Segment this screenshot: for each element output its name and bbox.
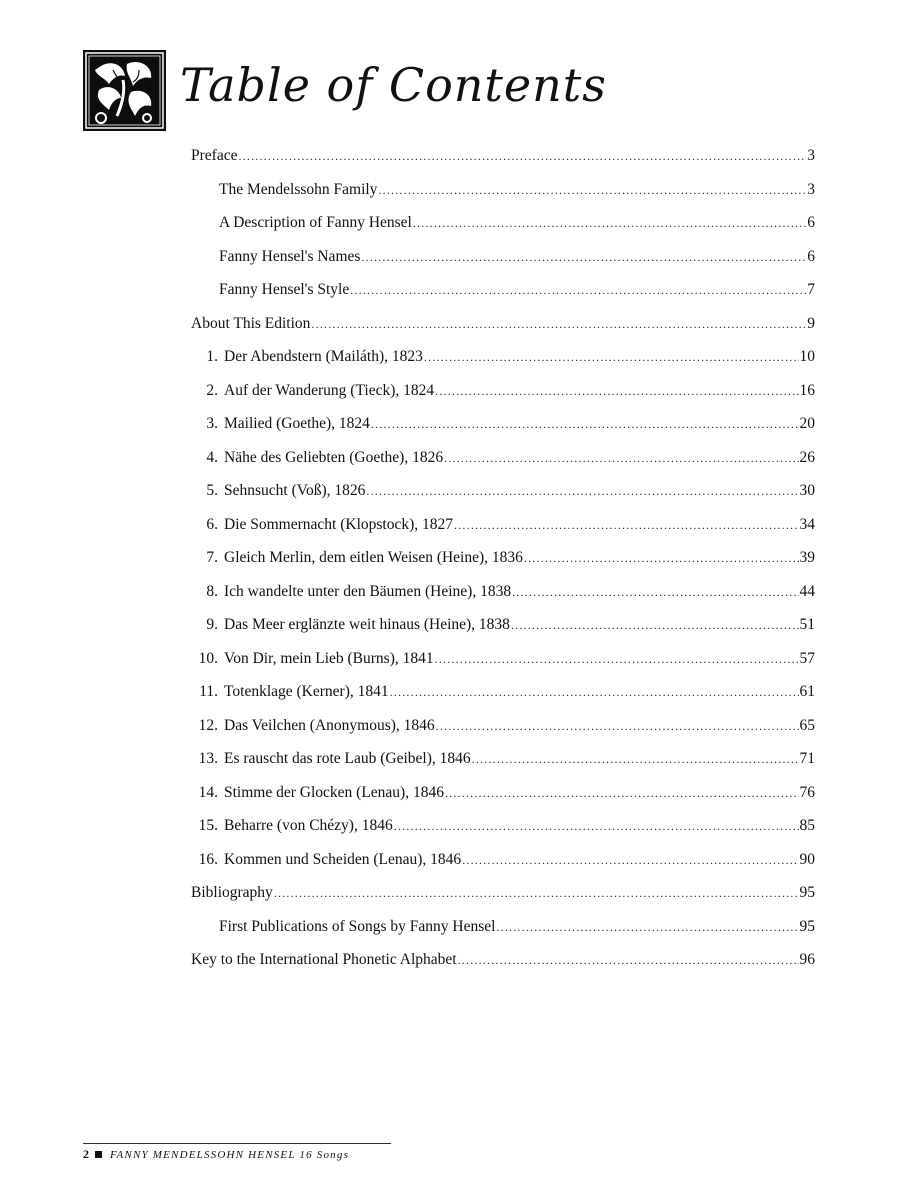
toc-entry-title: Ich wandelte unter den Bäumen (Heine), 1838 [224, 582, 512, 600]
toc-leader-dots [361, 246, 806, 268]
toc-entry-title: Gleich Merlin, dem eitlen Weisen (Heine), 1836 [224, 549, 523, 566]
toc-entry-page: 10 [799, 348, 815, 365]
toc-entry-page: 95 [799, 884, 815, 901]
toc-entry-title: About This Edition [191, 314, 311, 332]
toc-entry-title: Totenklage (Kerner), 1841 [224, 683, 389, 700]
toc-entry-title: The Mendelssohn Family [219, 180, 378, 198]
toc-entry [191, 748, 815, 770]
toc-entry-number: 12. [198, 716, 218, 734]
toc-entry [219, 212, 815, 234]
toc-entry-number: 13. [198, 750, 218, 767]
toc-entry-number: 6. [206, 515, 218, 533]
toc-entry-page: 76 [799, 783, 815, 801]
toc-entry [191, 681, 815, 703]
toc-leader-dots [435, 648, 799, 670]
footer-square-icon [95, 1151, 102, 1158]
toc-entry-page: 16 [799, 381, 815, 399]
toc-entry-number: 3. [206, 415, 218, 432]
toc-entry-page: 7 [807, 281, 815, 298]
toc-entry-page: 96 [799, 951, 815, 968]
toc-entry-page: 3 [807, 147, 815, 164]
toc-entry [219, 916, 815, 938]
toc-entry-page: 57 [799, 649, 815, 667]
toc-entry [191, 413, 815, 435]
toc-entry-page: 71 [799, 750, 815, 767]
toc-entry [191, 882, 815, 904]
toc-entry-title: Sehnsucht (Voß), 1826 [224, 482, 366, 499]
toc-leader-dots [444, 447, 798, 469]
toc-entry-number: 16. [198, 850, 218, 868]
toc-entry [191, 949, 815, 971]
toc-entry [191, 849, 815, 871]
toc-entry [191, 782, 815, 804]
toc-entry-title: Die Sommernacht (Klopstock), 1827 [224, 515, 454, 533]
footer-page-number: 2 [83, 1147, 89, 1161]
toc-leader-dots [511, 614, 799, 636]
toc-entry-number: 14. [198, 783, 218, 801]
toc-leader-dots [454, 514, 798, 536]
toc-entry-title: Beharre (von Chézy), 1846 [224, 817, 393, 834]
toc-leader-dots [462, 849, 798, 871]
toc-leader-dots [424, 346, 799, 368]
toc-entry-title: Es rauscht das rote Laub (Geibel), 1846 [224, 750, 471, 767]
toc-entry-number: 9. [206, 616, 218, 633]
toc-leader-dots [390, 681, 799, 703]
toc-leader-dots [274, 882, 799, 904]
toc-entry [191, 815, 815, 837]
toc-entry-number: 2. [206, 381, 218, 399]
toc-entry-title: Key to the International Phonetic Alphabet [191, 951, 457, 968]
toc-entry-title: A Description of Fanny Hensel [219, 214, 412, 231]
toc-entry-title: Nähe des Geliebten (Goethe), 1826 [224, 448, 444, 466]
toc-entry-page: 65 [799, 716, 815, 734]
toc-entry-page: 9 [807, 314, 815, 332]
toc-leader-dots [496, 916, 798, 938]
footer-rule [83, 1143, 391, 1144]
leaf-ornament-icon [83, 50, 166, 131]
toc-entry [191, 346, 815, 368]
footer-running-title: FANNY MENDELSSOHN HENSEL 16 Songs [110, 1148, 350, 1161]
toc-entry-number: 5. [206, 482, 218, 499]
toc-leader-dots [472, 748, 799, 770]
toc-leader-dots [435, 380, 798, 402]
toc-entry-number: 8. [206, 582, 218, 600]
toc-leader-dots [366, 480, 798, 502]
toc-entry-title: Fanny Hensel's Names [219, 247, 361, 265]
toc-entry-title: Das Meer erglänzte weit hinaus (Heine), 1838 [224, 616, 510, 633]
toc-entry-page: 44 [799, 582, 815, 600]
toc-leader-dots [394, 815, 799, 837]
toc-entry-page: 85 [799, 817, 815, 834]
toc-entry [191, 614, 815, 636]
toc-entry-title: Fanny Hensel's Style [219, 281, 350, 298]
toc-leader-dots [512, 581, 798, 603]
page-title: Table of Contents [180, 58, 607, 112]
toc-entry-page: 61 [799, 683, 815, 700]
toc-entry-title: Preface [191, 147, 238, 164]
toc-entry-page: 34 [799, 515, 815, 533]
toc-entry-page: 6 [807, 247, 815, 265]
decorative-initial-ornament [83, 50, 166, 131]
toc-entry-number: 1. [206, 348, 218, 365]
toc-entry [191, 514, 815, 536]
toc-entry [191, 648, 815, 670]
page-footer [83, 1147, 349, 1162]
toc-leader-dots [378, 179, 806, 201]
toc-entry-title: Kommen und Scheiden (Lenau), 1846 [224, 850, 462, 868]
toc-leader-dots [458, 949, 799, 971]
toc-leader-dots [445, 782, 799, 804]
toc-entry-number: 7. [206, 549, 218, 566]
toc-leader-dots [371, 413, 799, 435]
toc-leader-dots [524, 547, 799, 569]
toc-entry [219, 279, 815, 301]
toc-leader-dots [311, 313, 806, 335]
toc-entry-title: Bibliography [191, 884, 273, 901]
toc-entry-number: 15. [198, 817, 218, 834]
toc-entry-number: 11. [199, 683, 218, 700]
toc-entry-title: Das Veilchen (Anonymous), 1846 [224, 716, 435, 734]
toc-entry [219, 179, 815, 201]
toc-entry [191, 145, 815, 167]
toc-entry [191, 581, 815, 603]
toc-entry [191, 313, 815, 335]
toc-leader-dots [350, 279, 806, 301]
toc-entry [191, 715, 815, 737]
toc-entry-page: 95 [799, 917, 815, 935]
toc-entry-title: Stimme der Glocken (Lenau), 1846 [224, 783, 444, 801]
toc-leader-dots [238, 145, 806, 167]
toc-entry [219, 246, 815, 268]
toc-entry-number: 10. [198, 649, 218, 667]
toc-entry-title: Der Abendstern (Mailáth), 1823 [224, 348, 423, 365]
toc-entry-page: 39 [799, 549, 815, 566]
toc-entry-title: Von Dir, mein Lieb (Burns), 1841 [224, 649, 434, 667]
toc-entry-title: Auf der Wanderung (Tieck), 1824 [224, 381, 435, 399]
toc-entry-page: 51 [799, 616, 815, 633]
toc-entry-page: 30 [799, 482, 815, 499]
toc-entry-title: Mailied (Goethe), 1824 [224, 415, 370, 432]
toc-entry-number: 4. [206, 448, 218, 466]
toc-leader-dots [436, 715, 799, 737]
toc-entry-page: 3 [807, 180, 815, 198]
toc-entry-page: 26 [799, 448, 815, 466]
toc-entry-page: 6 [807, 214, 815, 231]
toc-leader-dots [413, 212, 806, 234]
toc-entry-title: First Publications of Songs by Fanny Hensel [219, 917, 496, 935]
toc-entry [191, 547, 815, 569]
toc-entry-page: 90 [799, 850, 815, 868]
toc-entry-page: 20 [799, 415, 815, 432]
toc-entry [191, 447, 815, 469]
toc-entry [191, 380, 815, 402]
toc-entry [191, 480, 815, 502]
